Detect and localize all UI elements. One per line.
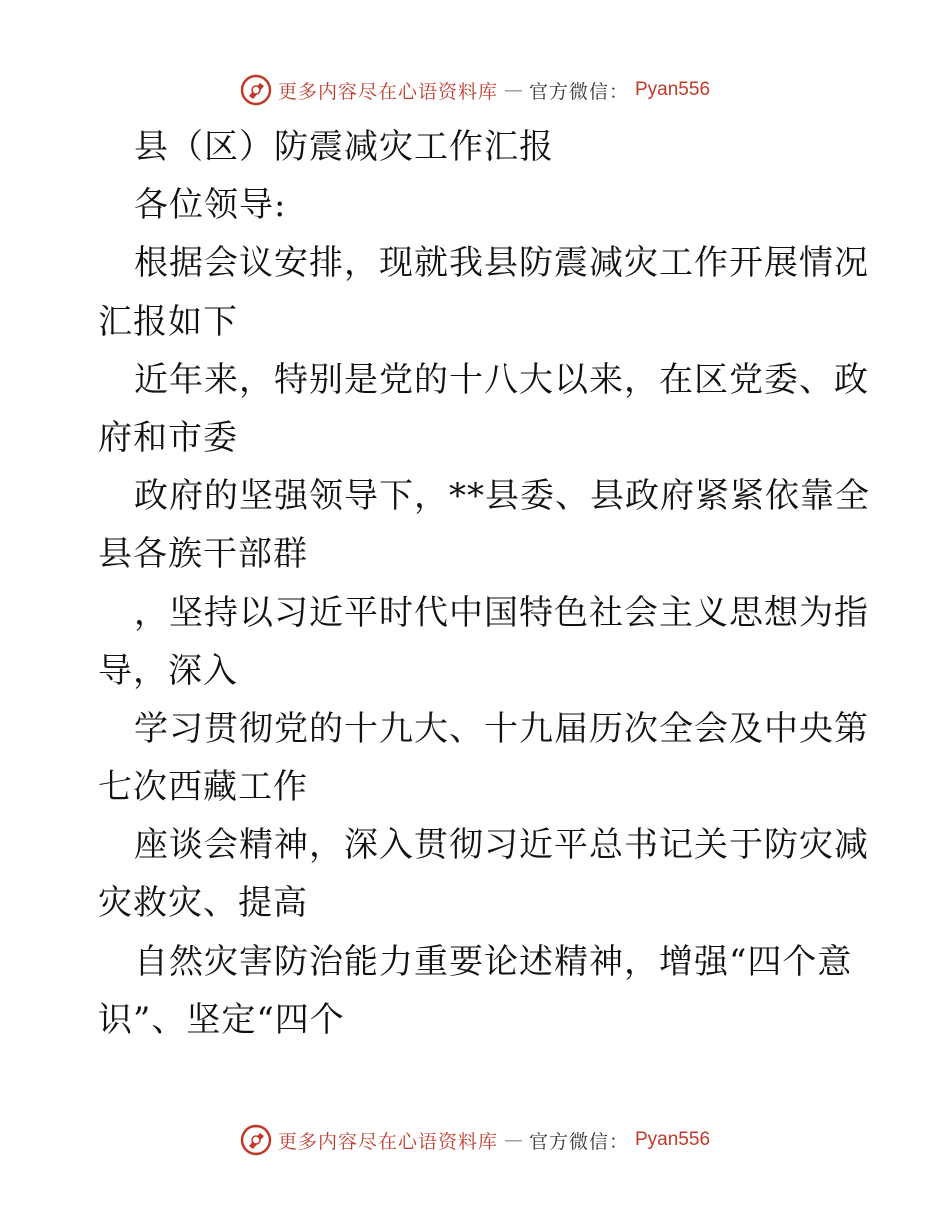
watermark-dash: — [503, 79, 523, 101]
document-body [98, 118, 870, 1049]
watermark-brand-text: 更多内容尽在心语资料库 [277, 1130, 498, 1153]
watermark-header [0, 70, 950, 110]
paragraph-line: 县各族干部群 [98, 534, 308, 575]
paragraph-line: 导，深入 [98, 650, 238, 691]
watermark-wechat-id: Pyan556 [635, 79, 711, 100]
logo-icon [240, 74, 272, 106]
paragraph-line: 学习贯彻党的十九大、十九届历次全会及中央第 [134, 708, 869, 749]
paragraph-line: 府和市委 [98, 417, 238, 458]
watermark-footer [0, 1120, 950, 1160]
paragraph-line: 座谈会精神，深入贯彻习近平总书记关于防灾减 [134, 825, 869, 866]
salutation: 各位领导: [134, 185, 287, 226]
paragraph-line: 识”、坚定“四个 [98, 999, 345, 1040]
paragraph-line: 自然灾害防治能力重要论述精神，增强“四个意 [134, 941, 853, 982]
paragraph-line: ，坚持以习近平时代中国特色社会主义思想为指 [134, 592, 869, 633]
paragraph-line: 汇报如下 [98, 301, 238, 342]
paragraph-line: 灾救灾、提高 [98, 883, 308, 924]
watermark-suffix: 官方微信： [528, 1130, 629, 1153]
paragraph-line: 根据会议安排，现就我县防震减灾工作开展情况 [134, 243, 869, 284]
watermark-brand-text: 更多内容尽在心语资料库 [277, 80, 498, 103]
paragraph-line: 七次西藏工作 [98, 767, 308, 808]
watermark-dash: — [503, 1129, 523, 1151]
doc-title: 县（区）防震减灾工作汇报 [134, 127, 554, 167]
paragraph-line: 政府的坚强领导下，**县委、县政府紧紧依靠全 [134, 476, 870, 517]
watermark-suffix: 官方微信： [528, 80, 629, 103]
watermark-wechat-id: Pyan556 [635, 1129, 711, 1150]
paragraph-line: 近年来，特别是党的十八大以来，在区党委、政 [134, 359, 869, 400]
logo-icon [240, 1124, 272, 1156]
